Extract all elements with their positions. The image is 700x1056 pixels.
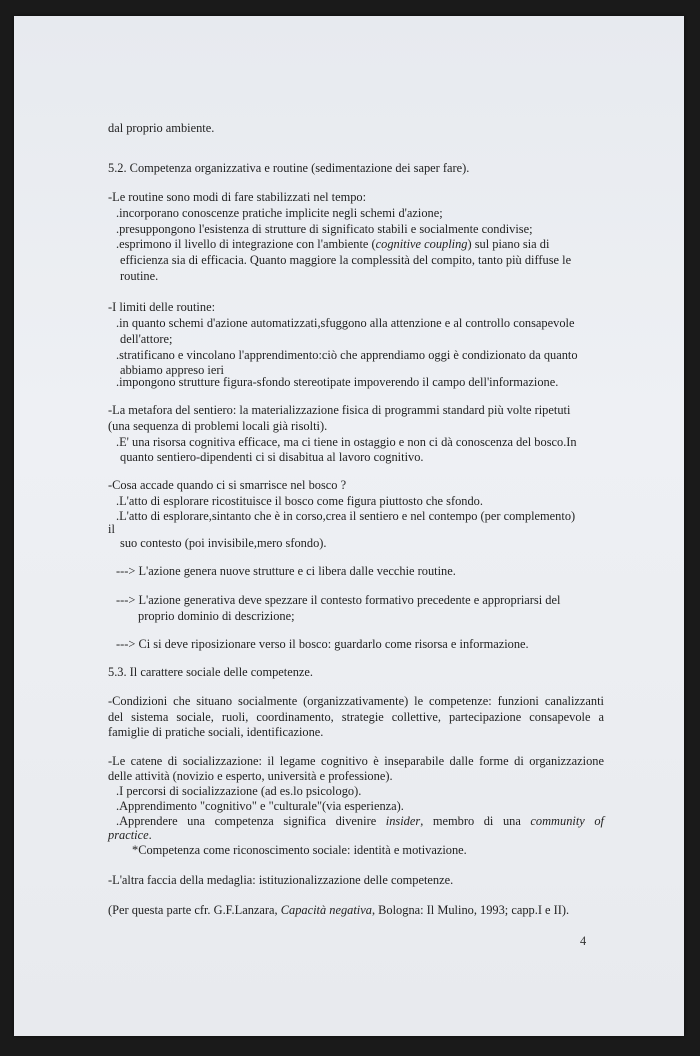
section-heading-5-2: 5.2. Competenza organizzativa e routine (sedimentazione dei saper fare). <box>108 161 470 175</box>
lost-line: suo contesto (poi invisibile,mero sfondo). <box>120 536 327 550</box>
lost-line: il <box>108 522 115 536</box>
limits-intro: -I limiti delle routine: <box>108 300 216 314</box>
limits-line: .stratificano e vincolano l'apprendimento:ciò che apprendiamo oggi è condizionato da quanto <box>116 348 578 362</box>
apprendere-line: .Apprendere una competenza significa divenire insider, membro di una community of <box>116 814 604 828</box>
routine-point: .incorporano conoscenze pratiche implicite negli schemi d'azione; <box>116 206 443 220</box>
path-line: -La metafora del sentiero: la materializzazione fisica di programmi standard più volte ripetuti <box>108 403 571 417</box>
arrow-line: ---> Ci si deve riposizionare verso il bosco: guardarlo come risorsa e informazione. <box>116 637 529 651</box>
arrow-line: ---> L'azione genera nuove strutture e ci libera dalle vecchie routine. <box>116 564 456 578</box>
apprendere-cont: practice. <box>108 828 152 842</box>
arrow-line-cont: proprio dominio di descrizione; <box>138 609 295 623</box>
section-heading-5-3: 5.3. Il carattere sociale delle competenze. <box>108 665 314 679</box>
page-number: 4 <box>580 934 587 948</box>
chains-line: .I percorsi di socializzazione (ad es.lo psicologo). <box>116 784 362 798</box>
arrow-line: ---> L'azione generativa deve spezzare il contesto formativo precedente e appropriarsi del <box>116 593 561 607</box>
path-line: .E' una risorsa cognitiva efficace, ma ci tiene in ostaggio e non ci dà conoscenza del bosco.In <box>116 435 577 449</box>
limits-line: .in quanto schemi d'azione automatizzati,sfuggono alla attenzione e al controllo consapevole <box>116 316 575 330</box>
routine-point-cont: routine. <box>120 269 159 283</box>
star-line: *Competenza come riconoscimento sociale: identità e motivazione. <box>132 843 467 857</box>
conditions-line: famiglie di pratiche sociali, identificazione. <box>108 725 324 739</box>
conditions-line: del sistema sociale, ruoli, coordinamento, strategie collettive, partecipazione consapevole a <box>108 710 604 724</box>
limits-line: .impongono strutture figura-sfondo stereotipate impoverendo il campo dell'informazione. <box>116 375 559 389</box>
path-line: (una sequenza di problemi locali già risolti). <box>108 419 328 433</box>
reference-line: (Per questa parte cfr. G.F.Lanzara, Capacità negativa, Bologna: Il Mulino, 1993; capp.I e II). <box>108 903 570 917</box>
chains-line: -Le catene di socializzazione: il legame cognitivo è inseparabile dalle forme di organizzazione <box>108 754 604 768</box>
routine-intro: -Le routine sono modi di fare stabilizzati nel tempo: <box>108 190 367 204</box>
lost-line: .L'atto di esplorare ricostituisce il bosco come figura piuttosto che sfondo. <box>116 494 483 508</box>
other-face-line: -L'altra faccia della medaglia: istituzionalizzazione delle competenze. <box>108 873 454 887</box>
lost-line: .L'atto di esplorare,sintanto che è in corso,crea il sentiero e nel contempo (per complemento) <box>116 509 576 523</box>
lost-line: -Cosa accade quando ci si smarrisce nel bosco ? <box>108 478 347 492</box>
routine-point: .presuppongono l'esistenza di strutture di significato stabili e socialmente condivise; <box>116 222 533 236</box>
chains-line: .Apprendimento "cognitivo" e "culturale"(via esperienza). <box>116 799 404 813</box>
continuation-line: dal proprio ambiente. <box>108 121 215 135</box>
routine-point: .esprimono il livello di integrazione con l'ambiente (cognitive coupling) sul piano sia di <box>116 237 550 251</box>
document-page <box>14 16 684 1036</box>
limits-line: abbiamo appreso ieri <box>120 363 224 377</box>
path-line: quanto sentiero-dipendenti ci si disabitua al lavoro cognitivo. <box>120 450 424 464</box>
routine-point-cont: efficienza sia di efficacia. Quanto maggiore la complessità del compito, tanto più diffuse le <box>120 253 572 267</box>
limits-line: dell'attore; <box>120 332 173 346</box>
conditions-line: -Condizioni che situano socialmente (organizzativamente) le competenze: funzioni canalizzanti <box>108 694 604 708</box>
chains-line: delle attività (novizio e esperto, università e professione). <box>108 769 393 783</box>
